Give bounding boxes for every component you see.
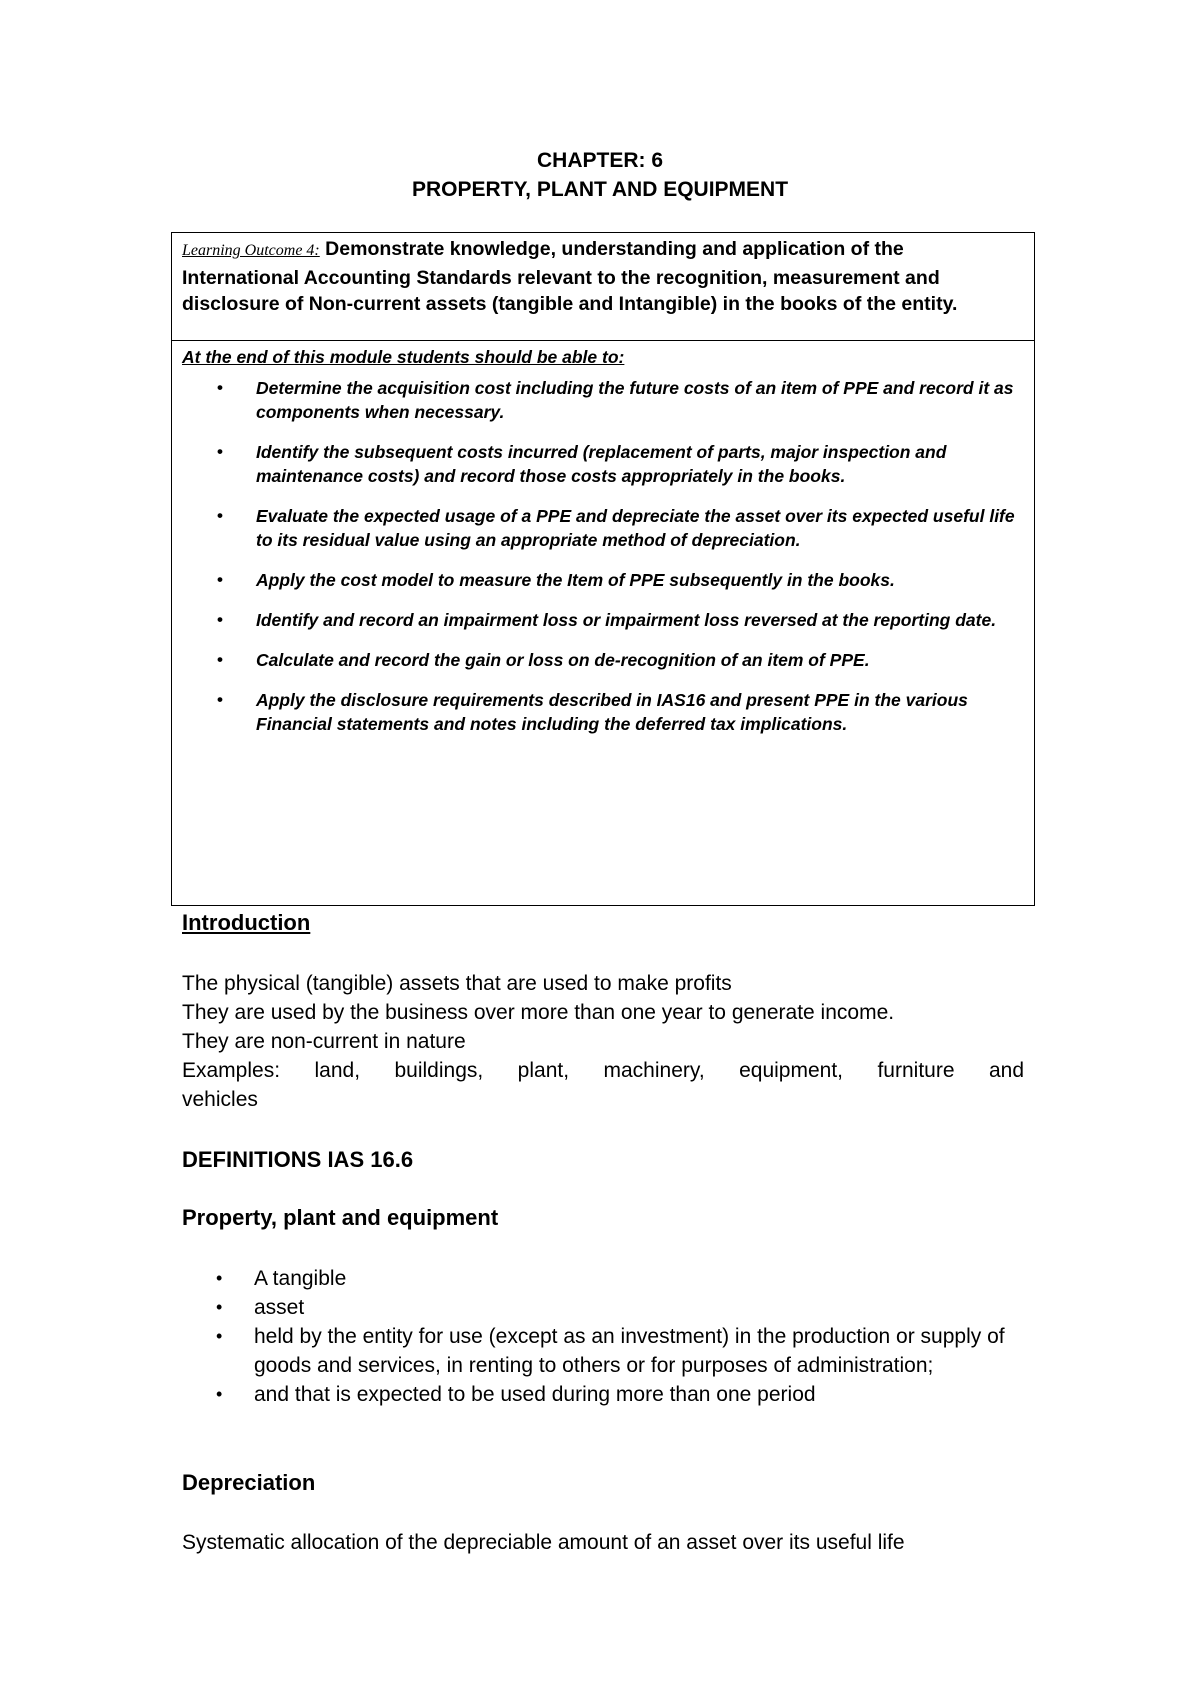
ppe-point-text: and that is expected to be used during more than one period [254,1383,816,1406]
objective-text: Calculate and record the gain or loss on de-recognition of an item of PPE. [256,650,870,670]
objective-text: Identify the subsequent costs incurred (replacement of parts, major inspection and maintenance costs) and record those costs appropriately in the books. [256,442,947,486]
bullet-icon: • [216,1384,223,1404]
bullet-icon: • [217,610,223,629]
objectives-intro: At the end of this module students should be able to: [182,347,625,367]
intro-line: The physical (tangible) assets that are used to make profits [182,972,732,995]
objective-text: Determine the acquisition cost including the future costs of an item of PPE and record it as components when necessary. [256,378,1014,422]
objective-item [172,376,1034,424]
learning-outcome-label: Learning Outcome 4: [182,242,320,259]
depreciation-definition: Systematic allocation of the depreciable amount of an asset over its useful life [182,1531,905,1554]
bullet-icon: • [216,1297,223,1317]
objective-text: Evaluate the expected usage of a PPE and depreciate the asset over its expected useful life to its residual value using an appropriate method of depreciation. [256,506,1015,550]
bullet-icon: • [217,378,223,397]
intro-line: They are non-current in nature [182,1030,466,1053]
objective-item [172,648,1034,672]
intro-line: They are used by the business over more than one year to generate income. [182,1001,895,1024]
bullet-icon: • [217,442,223,461]
bullet-icon: • [217,570,223,589]
ppe-point-text: held by the entity for use (except as an investment) in the production or supply of goods and services, in renting to others or for purposes of administration; [254,1325,1005,1377]
intro-examples-line-end: vehicles [182,1088,258,1111]
bullet-icon: • [216,1268,223,1288]
ppe-point [182,1380,1024,1409]
objective-text: Identify and record an impairment loss or impairment loss reversed at the reporting date. [256,610,997,630]
learning-outcome-box [171,232,1035,906]
definitions-heading: DEFINITIONS IAS 16.6 [182,1147,414,1172]
introduction-text [182,969,1024,1114]
chapter-number: CHAPTER: 6 [536,149,663,172]
ppe-point-text: A tangible [254,1267,347,1290]
ppe-point [182,1322,1024,1380]
chapter-title: PROPERTY, PLANT AND EQUIPMENT [411,178,789,201]
objective-item [172,608,1034,632]
objective-text: Apply the disclosure requirements described in IAS16 and present PPE in the various Financial statements and notes including the deferred tax implications. [256,690,968,734]
objective-item [172,504,1034,552]
objective-item [172,440,1034,488]
objective-item [172,688,1034,736]
ppe-definition-list [182,1264,1024,1409]
objective-text: Apply the cost model to measure the Item of PPE subsequently in the books. [256,570,895,590]
intro-examples-line: Examples: land, buildings, plant, machinery, equipment, furniture and [182,1059,1024,1082]
bullet-icon: • [217,690,223,709]
learning-outcome-statement [172,233,1034,341]
bullet-icon: • [216,1326,223,1346]
objective-item [172,568,1034,592]
introduction-heading: Introduction [182,910,311,935]
ppe-point-text: asset [254,1296,305,1319]
ppe-point [182,1293,1024,1322]
objectives-list [172,376,1034,752]
bullet-icon: • [217,650,223,669]
bullet-icon: • [217,506,223,525]
ppe-definition-heading: Property, plant and equipment [182,1205,499,1230]
depreciation-heading: Depreciation [182,1470,316,1495]
ppe-point [182,1264,1024,1293]
learning-outcome-text: Demonstrate knowledge, understanding and application of the International Accounting Standards relevant to the recognition, measurement and disclosure of Non-current assets (tangible and Intangible) in the books of the entity. [182,238,958,315]
